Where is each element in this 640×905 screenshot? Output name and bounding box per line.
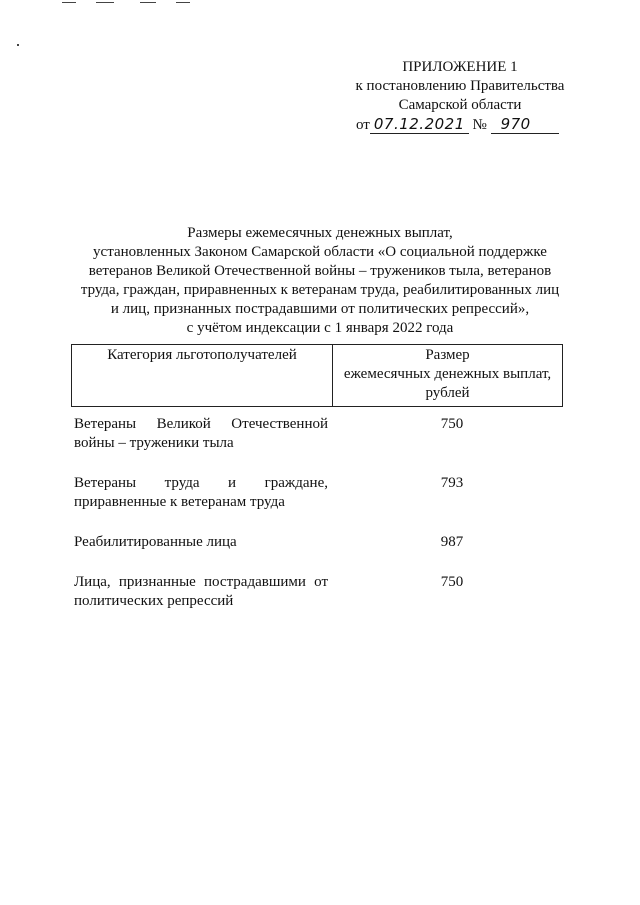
appendix-resolution-line: к постановлению Правительства (355, 78, 565, 94)
column-header-amount-line: Размер (425, 347, 470, 363)
heading-line: Размеры ежемесячных денежных выплат, (187, 225, 453, 241)
table-row (74, 573, 564, 611)
scan-mark (176, 2, 190, 3)
row-amount: 750 (440, 416, 464, 432)
row-amount: 987 (440, 534, 464, 550)
scan-mark (96, 2, 114, 3)
heading-line: ветеранов Великой Отечественной войны – тружеников тыла, ветеранов (88, 263, 552, 279)
table-header (71, 344, 563, 407)
appendix-date-line (340, 115, 580, 135)
scan-mark (62, 2, 76, 3)
handwritten-number: 970 (491, 115, 559, 134)
table-header-row (72, 345, 563, 407)
appendix-header (340, 58, 580, 135)
heading-line: установленных Законом Самарской области «О социальной поддержке (93, 244, 547, 260)
row-category: Лица, признанные пострадавшими от политических репрессий (74, 574, 328, 609)
column-header-category (72, 345, 333, 407)
scan-mark (140, 2, 156, 3)
heading-line: труда, граждан, приравненных к ветеранам труда, реабилитированных лиц (80, 282, 560, 298)
handwritten-date: 07.12.2021 (370, 115, 469, 134)
table-row (74, 415, 564, 453)
table-body (74, 415, 564, 632)
column-header-amount-line: ежемесячных денежных выплат, (343, 366, 552, 382)
date-prefix: от (356, 117, 370, 133)
row-category: Ветераны Великой Отечественной войны – труженики тыла (74, 416, 328, 451)
number-label: № (472, 117, 487, 133)
heading-line: и лиц, признанных пострадавшими от политических репрессий», (110, 301, 530, 317)
appendix-region-line: Самарской области (398, 97, 522, 113)
row-amount: 793 (440, 475, 464, 491)
document-heading (60, 224, 580, 338)
table-row (74, 533, 564, 552)
table-row (74, 474, 564, 512)
column-header-amount-line: рублей (425, 385, 470, 401)
column-header-amount (333, 345, 563, 407)
column-header-category-label: Категория льготополучателей (107, 347, 297, 363)
heading-line: с учётом индексации с 1 января 2022 года (186, 320, 454, 336)
appendix-title: ПРИЛОЖЕНИЕ 1 (402, 59, 518, 75)
scan-speck (17, 44, 19, 46)
row-amount: 750 (440, 574, 464, 590)
row-category: Ветераны труда и граждане, приравненные к ветеранам труда (74, 475, 328, 510)
row-category: Реабилитированные лица (74, 534, 237, 550)
